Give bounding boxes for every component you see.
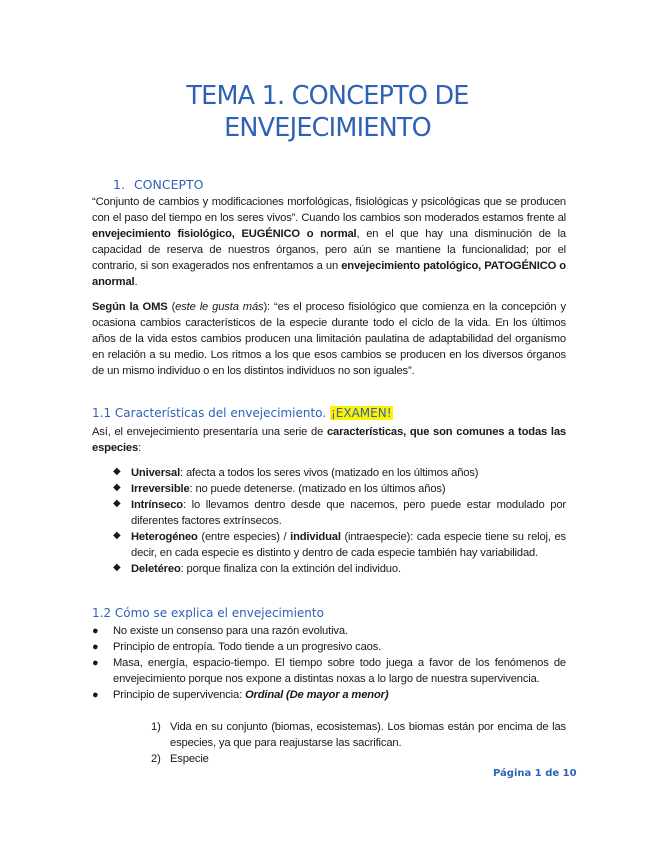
text-run: “Conjunto de cambios y modificaciones morfológicas, fisiológicas y psicológicas que se producen con el paso del tiempo en los seres vivos”. Cuando los cambios son moderados estamos frente al (92, 196, 566, 224)
characteristic-term: Heterogéneo (131, 531, 198, 543)
list-item-text: Masa, energía, espacio-tiempo. El tiempo sobre todo juega a favor de los fenómenos de envejecimiento porque nos expone a distintas noxas a lo largo de nuestra supervivencia. (113, 657, 566, 685)
page-number-footer (493, 768, 577, 779)
list-item-text: Vida en su conjunto (biomas, ecosistemas). Los biomas están por encima de las especies, ya que para reajustarse las sacrifican. (170, 721, 566, 749)
title-line-2: ENVEJECIMIENTO (224, 113, 431, 143)
explanation-list (92, 623, 566, 703)
bold-term-fisiologico: envejecimiento fisiológico, EUGÉNICO o normal (92, 228, 357, 240)
characteristic-term: individual (290, 531, 341, 543)
characteristic-term: Irreversible (131, 483, 190, 495)
text-run: ): “es el proceso fisiológico que comienza en la concepción y ocasiona cambios característicos de la especie durante todo el ciclo de la vida. En los últimos años de la vida estos cambios producen una limitación paulatina de adaptabilidad del organismo en relación a su medio. Los ritmos a los que esos cambios se producen en los diversos órganos de un mismo individuo o en los distintos individuos no son iguales”. (92, 301, 566, 377)
list-item-text: Principio de entropía. Todo tiende a un progresivo caos. (113, 641, 382, 653)
list-item (113, 561, 566, 577)
diamond-bullet-icon: ◆ (113, 482, 121, 493)
total-pages: 10 (562, 768, 577, 779)
list-item-text: Principio de supervivencia: (113, 689, 245, 701)
bold-italic-term: Ordinal (De mayor a menor) (244, 689, 389, 701)
list-item (92, 751, 566, 767)
ordinal-list (92, 719, 566, 767)
list-item-text: No existe un consenso para una razón evolutiva. (113, 625, 348, 637)
characteristic-term: Intrínseco (131, 499, 183, 511)
characteristic-desc: (intraespecie): cada especie tiene su reloj, es decir, en cada especie es distinto y dentro de cada especie también hay variabilidad. (131, 531, 566, 559)
bold-term-caracteristicas: características, que son comunes a todas las especies (92, 426, 566, 454)
bold-term-patologico: envejecimiento patológico, PATOGÉNICO o anormal (92, 260, 566, 288)
text-run: . (134, 276, 138, 288)
characteristics-intro-paragraph (92, 424, 566, 456)
list-item (92, 623, 566, 639)
page-separator: de (545, 768, 560, 779)
concept-definition-paragraph (92, 194, 566, 290)
section-1-1-heading (92, 406, 393, 420)
ordinal-number: 2) (151, 753, 161, 765)
characteristic-term: Deletéreo (131, 563, 181, 575)
oms-definition-paragraph (92, 299, 566, 379)
list-item (92, 719, 566, 751)
diamond-bullet-icon: ◆ (113, 530, 121, 541)
list-item-text: Especie (170, 753, 209, 765)
section-1-number: 1. (113, 177, 125, 192)
list-item (92, 655, 566, 687)
diamond-bullet-icon: ◆ (113, 562, 121, 573)
list-item (113, 465, 566, 481)
text-run: ( (167, 301, 176, 313)
bullet-icon: ● (92, 641, 99, 653)
section-1-2-heading: 1.2 Cómo se explica el envejecimiento (92, 606, 324, 620)
list-item (113, 481, 566, 497)
characteristics-list (113, 465, 566, 577)
italic-note: este le gusta más (175, 301, 264, 313)
diamond-bullet-icon: ◆ (113, 498, 121, 509)
document-title (0, 80, 655, 144)
text-run: , en el que hay una disminución de la capacidad de reserva de nuestros órganos, pero aún se mantiene la funcionalidad; por el contrario, si son exagerados nos enfrentamos a un (92, 228, 567, 272)
exam-highlight-tag: ¡EXAMEN! (330, 406, 392, 420)
section-1-title: CONCEPTO (133, 177, 204, 192)
characteristic-term: Universal (131, 467, 181, 479)
page-label: Página (493, 768, 532, 779)
current-page: 1 (534, 768, 542, 779)
bullet-icon: ● (92, 689, 99, 701)
bold-term-oms: Según la OMS (92, 301, 168, 313)
list-item (92, 639, 566, 655)
ordinal-number: 1) (151, 721, 161, 733)
characteristic-desc: : no puede detenerse. (matizado en los últimos años) (189, 483, 446, 495)
characteristic-desc: : lo llevamos dentro desde que nacemos, pero puede estar modulado por diferentes factores extrínsecos. (131, 499, 566, 527)
diamond-bullet-icon: ◆ (113, 466, 121, 477)
list-item (113, 529, 566, 561)
characteristic-desc: : afecta a todos los seres vivos (matizado en los últimos años) (180, 467, 479, 479)
section-1-heading (113, 177, 204, 192)
characteristic-desc: : porque finaliza con la extinción del individuo. (180, 563, 401, 575)
bullet-icon: ● (92, 657, 99, 669)
title-line-1: TEMA 1. CONCEPTO DE (186, 81, 469, 111)
characteristic-desc: (entre especies) / (197, 531, 291, 543)
section-1-1-title: 1.1 Características del envejecimiento. (92, 406, 327, 420)
list-item (92, 687, 566, 703)
text-run: Así, el envejecimiento presentaría una serie de (92, 426, 327, 438)
list-item (113, 497, 566, 529)
bullet-icon: ● (92, 625, 99, 637)
text-run: : (138, 442, 142, 454)
